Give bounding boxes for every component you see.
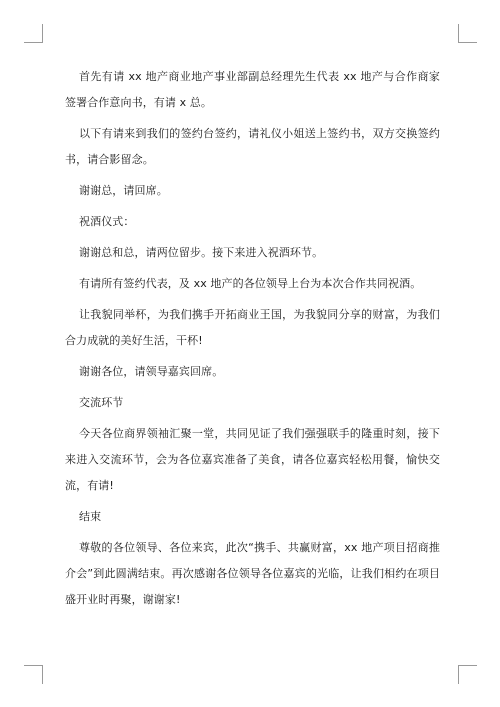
paragraph-guests-return: 谢谢各位，请领导嘉宾回席。 — [79, 365, 224, 378]
crop-mark-bottom-right — [458, 665, 477, 684]
paragraph-signing-intro: 首先有请 xx 地产商业地产事业部副总经理先生代表 xx 地产与合作商家签署合作意向书，有请 x 总。 — [65, 70, 440, 109]
document-body — [65, 64, 440, 618]
crop-mark-bottom-left — [24, 665, 43, 684]
paragraph-exchange: 今天各位商界领袖汇聚一堂，共同见证了我们强强联手的隆重时刻，接下来进入交流环节，会为各位嘉宾准备了美食，请各位嘉宾轻松用餐，愉快交流，有请! — [65, 427, 440, 492]
paragraph-return-seat: 谢谢总，请回席。 — [79, 184, 168, 197]
paragraph-toast-cheers: 让我貌同举杯，为我们携手开拓商业王国，为我貌同分享的财富，为我们合力成就的美好生活，干杯! — [65, 308, 440, 347]
crop-mark-top-left — [24, 24, 43, 43]
paragraph-closing: 尊敬的各位领导、各位来宾，此次“携手、共赢财富，xx 地产项目招商推介会”到此圆满结束。再次感谢各位领导各位嘉宾的光临，让我们相约在项目盛开业时再聚，谢谢家! — [65, 541, 440, 606]
paragraph-signing-table: 以下有请来到我们的签约台签约，请礼仪小姐送上签约书，双方交换签约书，请合影留念。 — [65, 127, 440, 166]
heading-toast-ceremony: 祝酒仪式： — [79, 215, 135, 228]
heading-closing: 结束 — [79, 510, 102, 523]
heading-exchange: 交流环节 — [79, 396, 124, 409]
paragraph-toast-intro: 谢谢总和总，请两位留步。接下来进入祝酒环节。 — [79, 246, 324, 259]
paragraph-toast-invite: 有请所有签约代表，及 xx 地产的各位领导上台为本次合作共同祝酒。 — [79, 277, 422, 290]
crop-mark-top-right — [458, 24, 477, 43]
